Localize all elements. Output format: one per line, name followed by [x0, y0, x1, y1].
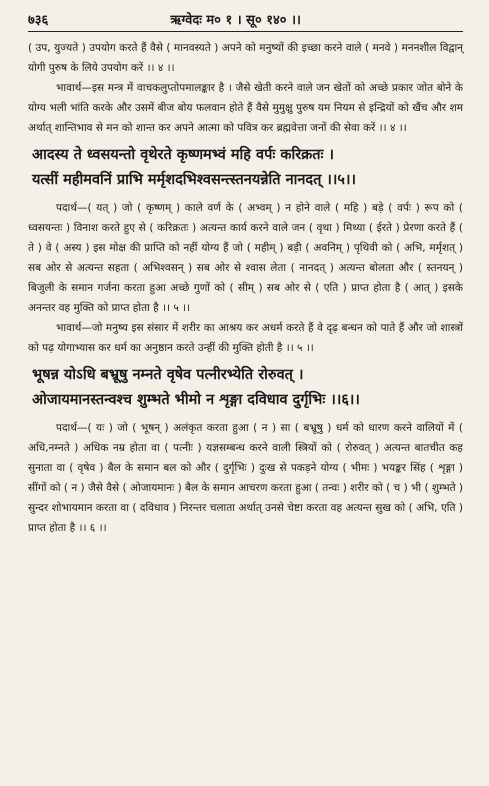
page-title: ऋग्वेदः म० १ । सू० १४० ।।: [170, 13, 301, 28]
page-header: [28, 10, 463, 28]
padartha-6: पदार्थ—( यः ) जो ( भूषन् ) अलंकृत करता हुआ ( न ) सा ( बभ्रूषु ) धर्म को धारण करने वालियों में ( अधि,नम्नते ) अधिक नम्र होता वा ( पत्नीः ) यज्ञसम्बन्ध करने वाली स्त्रियों को ( रोरुवत् ) अत्यन्त बातचीत कह सुनाता वा ( वृषेव ) बैल के समान बल को और ( दुर्गृभिः ) दुःख से पकड़ने योग्य ( भीमः ) भयङ्कर सिंह ( शृङ्गा ) सींगों को ( न ) जैसे वैसे ( ओजायमानः ) बैल के समान आचरण करता हुआ ( तन्वः ) शरीर को ( च ) भी ( शुम्भते ) सुन्दर शोभायमान करता वा ( दविधाव ) निरन्तर चलाता अर्थात् उनसे चेष्टा करता वह अत्यन्त सुख को ( अभि, एति ) प्राप्त होता है ।। ६ ।।: [28, 422, 463, 534]
mantra-6-line-2: ओजायमानस्तन्वश्च शुम्भते भीमो न शृङ्गा दविधाव दुर्गृभिः ।।६।।: [32, 391, 360, 408]
mantra-6: [32, 362, 463, 412]
mantra-6-line-1: भूषन्न योऽधि बभ्रूषु नम्नते वृषेव पत्नीरभ्येति रोरुवत् ।: [32, 366, 304, 383]
padartha-5: पदार्थ—( यत् ) जो ( कृष्णम् ) काले वर्ण के ( अभ्वम् ) न होने वाले ( महि ) बड़े ( वर्पः ) रूप को ( ध्वसयन्तः ) विनाश करते हुए से ( करिक्रतः ) अत्यन्त कार्य करने वाले जन ( वृथा ) मिथ्या ( ईरते ) प्रेरणा करते हैं ( ते ) वे ( अस्य ) इस मोक्ष की प्राप्ति को नहीं योग्य हैं जो ( महीम् ) बड़ी ( अवनिम् ) पृथिवी को ( अभि, मर्मृशत् ) सब ओर से अत्यन्त सहता ( अभिश्वसन् ) सब ओर से श्वास लेता ( नानदत् ) अत्यन्त बोलता और ( स्तनयन् ) बिजुली के समान गर्जना करता हुआ अच्छे गुणों को ( सीम् ) सब ओर से ( एति ) प्राप्त होता है ( आत् ) इसके अनन्तर वह मुक्ति को प्राप्त होता है ।। ५ ।।: [28, 202, 463, 314]
mantra-5-line-2: यत्सीं महीमवनिं प्राभि मर्मृशदभिश्वसन्त्स्तनयन्नेति नानदत् ।।५।।: [32, 171, 356, 188]
bhavartha-4: भावार्थ—इस मन्त्र में वाचकलुप्तोपमालङ्कार है । जैसे खेती करने वाले जन खेतों को अच्छे प्रकार जोत बोने के योग्य भली भांति करके और उसमें बीज बोय फलवान होते हैं वैसे मुमुक्षु पुरुष यम नियम से इन्द्रियों को खैंच और शम अर्थात् शान्तिभाव से मन को शान्त कर अपने आत्मा को पवित्र कर ब्रह्मवेत्ता जनों की सेवा करें ।। ४ ।।: [28, 82, 463, 134]
mantra-5-line-1: आदस्य ते ध्वसयन्तो वृथेरते कृष्णमभ्वं महि वर्पः करिक्रतः ।: [32, 146, 335, 163]
bhavartha-5: भावार्थ—जो मनुष्य इस संसार में शरीर का आश्रय कर अधर्म करते हैं वे दृढ़ बन्धन को पाते हैं और जो शास्त्रों को पढ़ योगाभ्यास कर धर्म का अनुष्ठान करते उन्हीं की मुक्ति होती है ।। ५ ।।: [28, 322, 463, 354]
padartha-4-tail: ( उप, युज्यते ) उपयोग करते हैं वैसे ( मानवस्यते ) अपने को मनुष्यों की इच्छा करने वाले ( मनवे ) मननशील विद्वान् योगी पुरुष के लिये उपयोग करें ।। ४ ।।: [28, 42, 463, 74]
header-rule: [28, 31, 463, 32]
mantra-5: [32, 142, 463, 192]
page-number: ७३६: [28, 13, 49, 28]
